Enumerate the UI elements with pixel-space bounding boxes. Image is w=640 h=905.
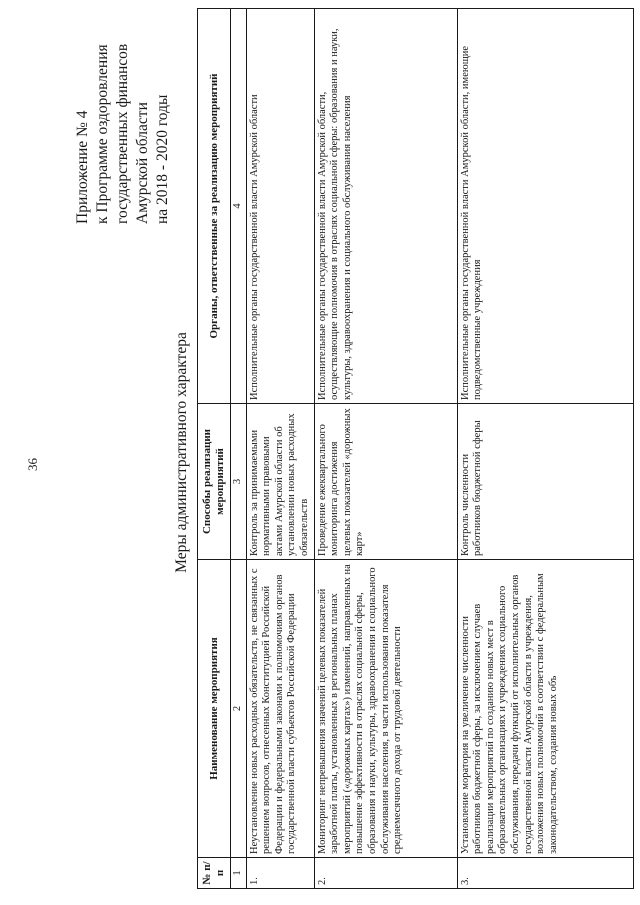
measure-method: Контроль численности работников бюджетной сферы [457,404,633,560]
column-number: 1 [231,858,247,889]
column-number-row [231,9,247,889]
table-row [314,9,457,889]
header-method: Способы реализации мероприятий [198,404,231,560]
row-number: 3. [457,858,633,889]
measure-responsible: Исполнительные органы государственной власти Амурской области, имеющие подведомственные учреждения [457,9,633,404]
table-row [457,9,633,889]
table-row [246,9,314,889]
measure-name: Мониторинг непревышения значений целевых показателей заработной платы, установленных в региональных планах мероприятий («дорожных картах») изменений, направленных на повышение эффективности в отраслях социальной сферы, образования и науки, культуры, здравоохранения и социального обслуживания населения, в части использования показателя среднемесячного дохода от трудовой деятельности [314,560,457,858]
measure-name: Установление моратория на увеличение численности работников бюджетной сферы, за исключением случаев реализации мероприятий по созданию новых мест в образовательных организациях и учреждениях социального обслуживания, передачи функций от исполнительных органов государственной власти Амурской области в учреждения, возложения новых полномочий в соответствии с федеральным законодательством, создания новых объ [457,560,633,858]
column-number: 3 [231,404,247,560]
header-num: № п/п [198,858,231,889]
measure-responsible: Исполнительные органы государственной власти Амурской области, осуществляющие полномочия в отраслях социальной сферы: образования и науки, культуры, здравоохранения и социального обслуживания населения [314,9,457,404]
measures-table [197,8,634,889]
table-header-row [198,9,231,889]
measure-method: Проведение ежеквартального мониторинга достижения целевых показателей «дорожных карт» [314,404,457,560]
column-number: 2 [231,560,247,858]
document-title: Меры административного характера [173,332,190,573]
measure-method: Контроль за принимаемыми нормативными правовыми актами Амурской области об установлении новых расходных обязательств [246,404,314,560]
appendix-block [73,14,173,224]
appendix-line: на 2018 - 2020 годы [154,94,171,224]
page-number: 36 [25,458,40,471]
measure-responsible: Исполнительные органы государственной власти Амурской области [246,9,314,404]
row-number: 1. [246,858,314,889]
header-name: Наименование мероприятия [198,560,231,858]
appendix-line: государственных финансов [114,43,131,224]
header-responsible: Органы, ответственные за реализацию мероприятий [198,9,231,404]
row-number: 2. [314,858,457,889]
appendix-line: Приложение № 4 [74,110,91,224]
column-number: 4 [231,9,247,404]
appendix-line: Амурской области [134,102,151,224]
appendix-line: к Программе оздоровления [94,44,111,224]
measure-name: Неустановление новых расходных обязательств, не связанных с решением вопросов, отнесенных Конституцией Российской Федерации и федеральными законами к полномочиям органов государственной власти субъектов Российской Федерации [246,560,314,858]
